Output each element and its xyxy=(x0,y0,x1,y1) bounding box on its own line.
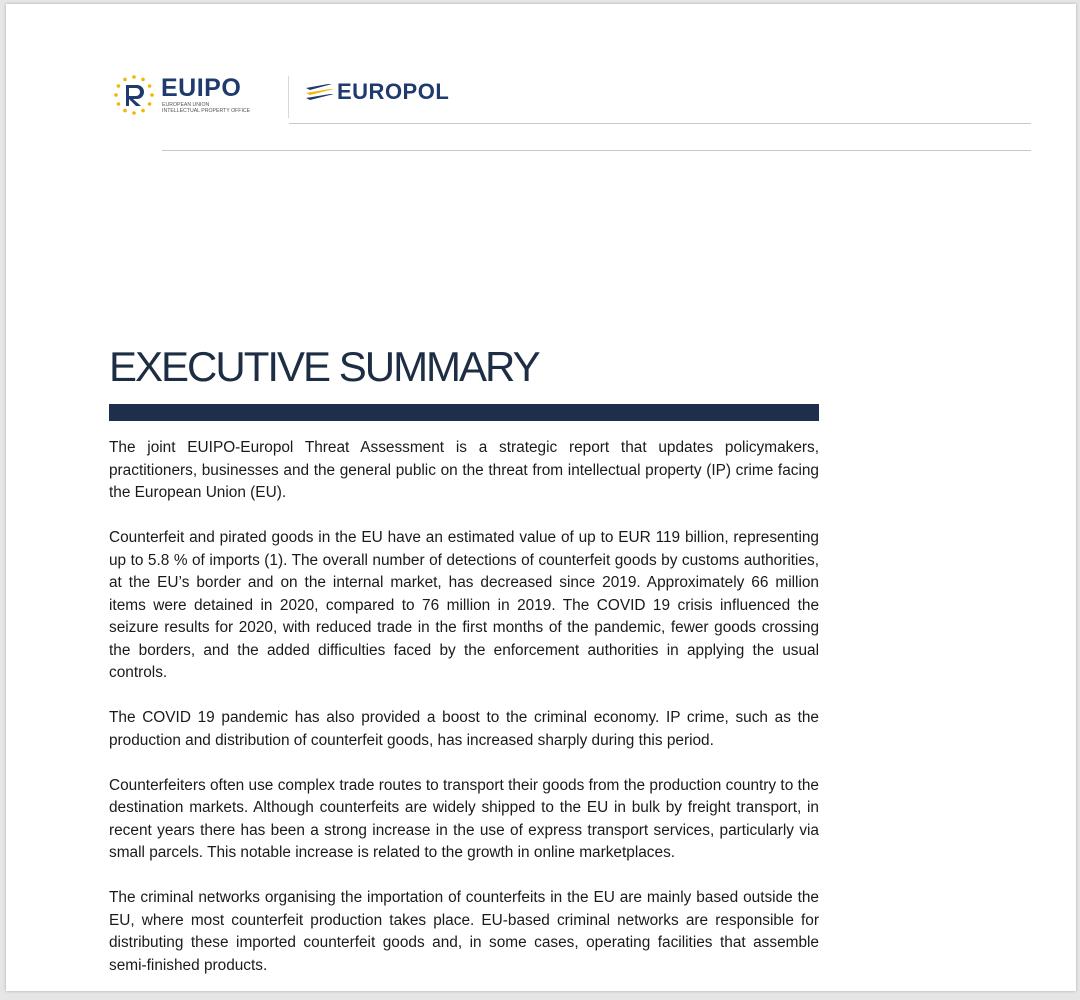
euipo-emblem-icon xyxy=(111,72,157,118)
euipo-subtitle-line2: INTELLECTUAL PROPERTY OFFICE xyxy=(162,107,251,114)
paragraph-4: Counterfeiters often use complex trade routes to transport their goods from the production country to the destination markets. Although counterfeits are widely shipped to the EU in bulk by freight transport, in recent years there has been a strong increase in the use of express transport services, particularly via small parcels. This notable increase is related to the growth in online marketplaces. xyxy=(109,776,819,861)
header-rule-bottom xyxy=(162,150,1031,151)
logo-separator xyxy=(288,76,289,118)
euipo-subtitle-line1: EUROPEAN UNION xyxy=(162,102,210,108)
paragraph-5: The criminal networks organising the importation of counterfeits in the EU are mainly based outside the EU, where most counterfeit production takes place. EU-based criminal networks are responsible for distributing these imported counterfeit goods and, in some cases, operating facilities that assemble semi-finished products. xyxy=(109,889,819,974)
euipo-subtitle xyxy=(162,103,302,115)
paragraph-1: The joint EUIPO-Europol Threat Assessment is a strategic report that updates policymakers, practitioners, businesses and the general public on the threat from intellectual property (IP) crime facing the European Union (EU). xyxy=(109,439,819,501)
paragraph-3: The COVID 19 pandemic has also provided a boost to the criminal economy. IP crime, such as the production and distribution of counterfeit goods, has increased sharply during this period. xyxy=(109,709,819,749)
body-text xyxy=(109,437,819,1000)
paragraph-2: Counterfeit and pirated goods in the EU have an estimated value of up to EUR 119 billion, representing up to 5.8 % of imports (1). The overall number of detections of counterfeit goods by customs authorities, at the EU’s border and on the internal market, has decreased since 2019. Approximately 66 million items were detained in 2020, compared to 76 million in 2019. The COVID 19 crisis influenced the seizure results for 2020, with reduced trade in the first months of the pandemic, fewer goods crossing the borders, and the added difficulties faced by the enforcement authorities in applying the usual controls. xyxy=(109,529,819,681)
header-rule-top xyxy=(289,123,1031,124)
title-accent-bar xyxy=(109,404,819,421)
euipo-wordmark: EUIPO xyxy=(161,74,242,102)
section-title: EXECUTIVE SUMMARY xyxy=(109,343,539,390)
europol-wordmark: EUROPOL xyxy=(337,79,450,104)
euipo-logo xyxy=(111,72,291,120)
document-page xyxy=(6,4,1076,991)
europol-logo xyxy=(306,80,506,108)
europol-emblem-icon xyxy=(306,84,334,102)
